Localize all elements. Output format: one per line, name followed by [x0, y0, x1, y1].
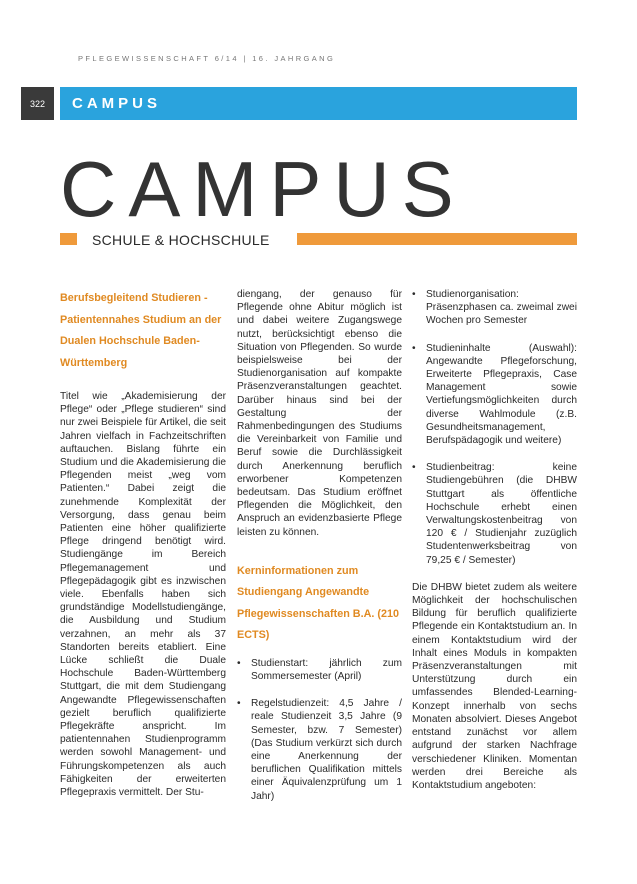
list-item: • Regelstudienzeit: 4,5 Jahre / reale Studienzeit 3,5 Jahre (9 Semester, bzw. 7 Semester) (Das Studium verkürzt sich durch eine Anerkennung der beruflichen Qualifikation mittels einer Äquivalenzprüfung um 1 Jahr) [237, 697, 402, 803]
key-info-list-continued [412, 288, 577, 567]
page-number: 322 [21, 87, 54, 120]
list-item: • Studienstart: jährlich zum Sommersemester (April) [237, 657, 402, 683]
key-info-heading: Kerninformationen zum Studiengang Angewandte Pflegewissenschaften B.A. (210 ECTS) [237, 564, 400, 642]
column-1 [60, 288, 226, 799]
page-title: CAMPUS [60, 145, 466, 233]
list-item: • Studieninhalte (Auswahl): Angewandte Pflegeforschung, Erweiterte Pflegepraxis, Case Management sowie Vertiefungsmöglichkeiten durch diverse Wahlmodule (z.B. Gesundheitsmanagement, Berufspädagogik und weitere) [412, 342, 577, 448]
body-paragraph: Titel wie „Akademisierung der Pflege“ oder „Pflege studieren“ sind nur zwei Beispiele für Artikel, die seit Jahren vielfach in Fachzeitschriften auftauchen. Bislang führte ein Studium und die Akademisierung die Pflegenden meist „weg vom Patienten.“ Dabei zeigt die zunehmende Komplexität der Versorgung, dass genau beim Patienten eine höher qualifizierte Pflege dringend benötigt wird. Studiengänge im Bereich Pflegemanagement und Pflegepädagogik gibt es inzwischen viele. Ebenfalls haben sich grundständige Modellstudiengänge, die Ausbildung und Studium verzahnen, an mehr als 37 Standorten bereits etabliert. Eine Lücke schließt die Duale Hochschule Baden-Württemberg Stuttgart, die mit dem Studiengang Angewandte Pflegewissenschaften gezielt beruflich qualifizierte Pflegekräfte anspricht. Im patientennahen Studienprogramm werden sowohl Management- und Führungskompetenzen als auch Fähigkeiten der erweiterten Pflegepraxis vermittelt. Der Stu- [60, 391, 226, 799]
article-heading: Berufsbegleitend Studieren - Patientennahes Studium an der Dualen Hochschule Baden-Württemberg [60, 292, 222, 369]
page-subtitle: SCHULE & HOCHSCHULE [92, 232, 270, 248]
running-head: PFLEGEWISSENSCHAFT 6/14 | 16. JAHRGANG [78, 54, 336, 63]
body-paragraph: diengang, der genauso für Pflegende ohne Abitur möglich ist und dabei weitere Zugangswege nutzt, berücksichtigt ebenso die Situation von Pflegenden. So wurde beispielsweise bei der Studienorganisation auf kompakte Präsenzveranstaltungen geachtet. Darüber hinaus sind bei der Gestaltung der Rahmenbedingungen des Studiums die Vereinbarkeit von Familie und Beruf sowie die Durchlässigkeit durch Anerkennung beruflich erworbener Kompetenzen bedeutsam. Das Studium eröffnet Pflegenden die Möglichkeit, den Anspruch an evidenzbasierte Pflege leisten zu können. [237, 289, 402, 538]
section-label: CAMPUS [72, 95, 162, 112]
body-paragraph: Die DHBW bietet zudem als weitere Möglichkeit der hochschulischen Bildung für beruflich qualifizierte Pflegende ein Kontaktstudium an. In einem Kontaktstudium wird der Inhalt eines Moduls in kompakten Präsenzveranstaltungen mit Unterstützung durch ein umfassendes Blended-Learning-Konzept innerhalb von sechs Monaten absolviert. Dieses Angebot entstand zunächst vor allem aufgrund der starken Nachfrage verschiedener Kliniken. Momentan werden drei Bereiche als Kontaktstudium angeboten: [412, 581, 577, 791]
list-item: • Studienorganisation: Präsenzphasen ca. zweimal zwei Wochen pro Semester [412, 288, 577, 328]
column-3 [412, 288, 577, 792]
accent-square [60, 233, 77, 245]
accent-rule [297, 233, 577, 245]
key-info-list [237, 657, 402, 803]
column-2 [237, 288, 402, 803]
list-item: • Studienbeitrag: keine Studiengebühren (die DHBW Stuttgart als öffentliche Hochschule erhebt einen Verwaltungskostenbeitrag von 120 € / Studienjahr zuzüglich Studentenwerksbeitrag von 79,25 € / Semester) [412, 461, 577, 567]
